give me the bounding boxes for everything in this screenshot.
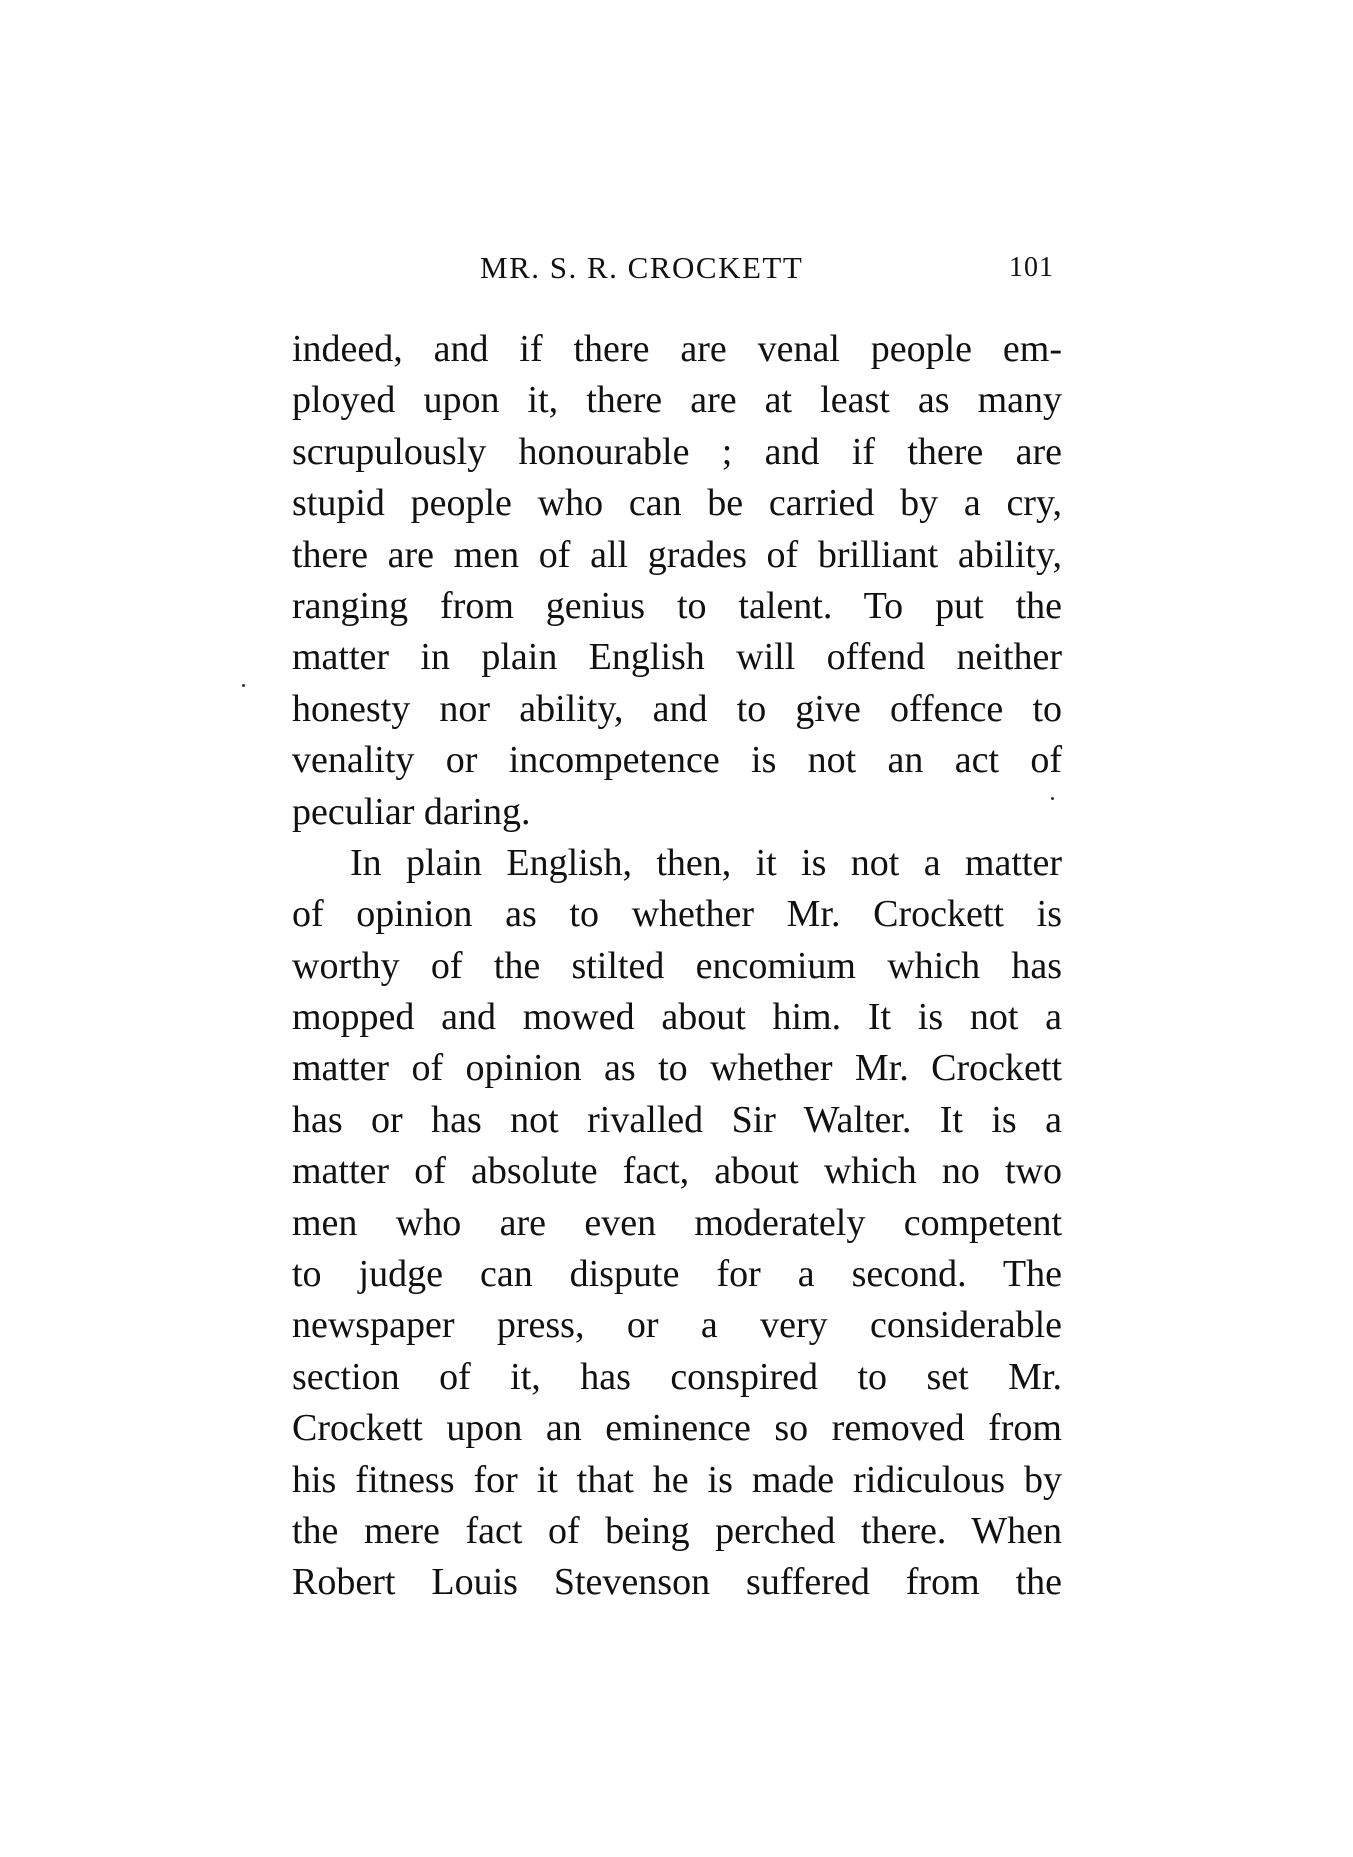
text-line: newspaper press, or a very considerable xyxy=(292,1304,1062,1347)
text-line: worthy of the stilted encomium which has xyxy=(292,944,1062,987)
text-line: has or has not rivalled Sir Walter. It is a xyxy=(292,1098,1062,1141)
text-line: matter of opinion as to whether Mr. Crockett xyxy=(292,1047,1062,1090)
running-title: MR. S. R. CROCKETT xyxy=(480,250,804,285)
text-line: the mere fact of being perched there. When xyxy=(292,1509,1062,1552)
print-speck xyxy=(242,684,245,687)
running-head xyxy=(292,248,1062,298)
text-line: matter of absolute fact, about which no two xyxy=(292,1150,1062,1193)
text-line: Crockett upon an eminence so removed from xyxy=(292,1407,1062,1450)
text-line: matter in plain English will offend neither xyxy=(292,636,1062,679)
paragraph-end-line: peculiar daring. xyxy=(292,790,531,833)
text-line: mopped and mowed about him. It is not a xyxy=(292,996,1062,1039)
text-line: venality or incompetence is not an act of xyxy=(292,739,1062,782)
text-line: stupid people who can be carried by a cry, xyxy=(292,482,1062,525)
text-line: of opinion as to whether Mr. Crockett is xyxy=(292,893,1062,936)
text-line: ployed upon it, there are at least as many xyxy=(292,379,1062,422)
text-line: his fitness for it that he is made ridiculous by xyxy=(292,1458,1062,1501)
text-line: men who are even moderately competent xyxy=(292,1201,1062,1244)
text-line: indeed, and if there are venal people em- xyxy=(292,328,1062,370)
text-line: Robert Louis Stevenson suffered from the xyxy=(292,1561,1062,1604)
print-speck xyxy=(1051,797,1054,800)
text-line: ranging from genius to talent. To put the xyxy=(292,584,1062,627)
text-line: section of it, has conspired to set Mr. xyxy=(292,1355,1062,1398)
text-line: honesty nor ability, and to give offence to xyxy=(292,687,1062,730)
page-number: 101 xyxy=(1009,252,1054,283)
text-line: to judge can dispute for a second. The xyxy=(292,1253,1062,1296)
text-line: there are men of all grades of brilliant ability, xyxy=(292,533,1062,576)
text-line: scrupulously honourable ; and if there are xyxy=(292,430,1062,473)
body-text xyxy=(292,324,1062,1609)
paragraph-start-line: In plain English, then, it is not a matter xyxy=(350,841,1062,884)
